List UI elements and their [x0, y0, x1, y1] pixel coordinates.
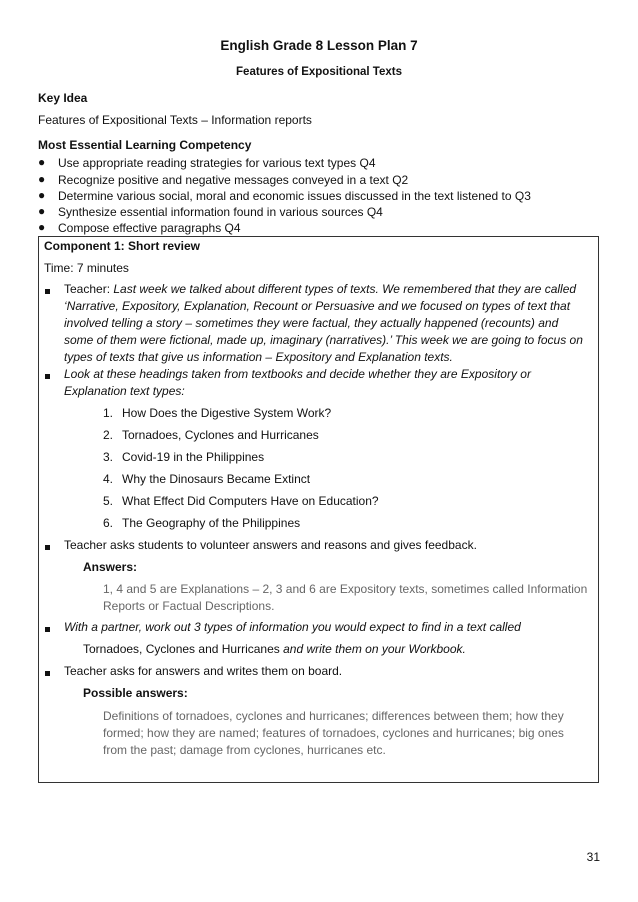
teacher-line: ‘Narrative, Expository, Explanation, Recount or Persuasive and we focused on types of text that	[64, 299, 571, 313]
possible-answers-line: formed; how they are named; features of tornadoes, cyclones and hurricanes; big ones	[103, 726, 564, 740]
answers-line: Reports or Factual Descriptions.	[103, 599, 275, 613]
possible-answers-line: Definitions of tornadoes, cyclones and hurricanes; differences between them; how they	[103, 709, 564, 723]
heading-item-number: 4.	[103, 472, 114, 486]
possible-answers-line: from the past; damage from cyclones, hurricanes etc.	[103, 743, 386, 757]
teacher-line: Teacher: Last week we talked about different types of texts. We remembered that they are called	[64, 282, 577, 296]
partner-topic-line: Tornadoes, Cyclones and Hurricanes and write them on your Workbook.	[83, 642, 466, 656]
volunteer-line: Teacher asks students to volunteer answers and reasons and gives feedback.	[64, 538, 477, 552]
answers-line: 1, 4 and 5 are Explanations – 2, 3 and 6 are Expository texts, sometimes called Information	[103, 582, 588, 596]
heading-item-number: 3.	[103, 450, 114, 464]
key-idea-text: Features of Expositional Texts – Information reports	[38, 113, 312, 127]
bullet-icon: ●	[38, 188, 46, 202]
board-line: Teacher asks for answers and writes them on board.	[64, 664, 343, 678]
heading-item-number: 1.	[103, 406, 114, 420]
component-heading: Component 1: Short review	[44, 239, 201, 253]
heading-item-number: 6.	[103, 516, 114, 530]
melc-heading: Most Essential Learning Competency	[38, 138, 252, 152]
bullet-icon: ●	[38, 172, 46, 186]
key-idea-heading: Key Idea	[38, 91, 88, 105]
heading-item: How Does the Digestive System Work?	[122, 406, 332, 420]
bullet-icon: ●	[38, 204, 46, 218]
square-bullet-icon	[45, 627, 50, 632]
square-bullet-icon	[45, 545, 50, 550]
heading-item: What Effect Did Computers Have on Education?	[122, 494, 379, 508]
bullet-icon: ●	[38, 220, 46, 234]
time-text: Time: 7 minutes	[44, 261, 129, 275]
heading-item-number: 2.	[103, 428, 114, 442]
page-number: 31	[586, 850, 600, 864]
heading-item: Covid-19 in the Philippines	[122, 450, 265, 464]
square-bullet-icon	[45, 671, 50, 676]
heading-item-number: 5.	[103, 494, 114, 508]
partner-line: With a partner, work out 3 types of information you would expect to find in a text called	[64, 620, 521, 634]
teacher-line: types of texts that give us information – Expository and Explanation texts.	[64, 350, 453, 364]
bullet-icon: ●	[38, 155, 46, 169]
heading-item: Tornadoes, Cyclones and Hurricanes	[122, 428, 319, 442]
possible-answers-label: Possible answers:	[83, 686, 188, 700]
teacher-line: some of them were fictional, made up, imaginary (narratives).’ This week we are going to focus on	[64, 333, 583, 347]
look-line: Look at these headings taken from textbooks and decide whether they are Expository or	[64, 367, 531, 381]
page-title: English Grade 8 Lesson Plan 7	[220, 38, 418, 53]
heading-item: The Geography of the Philippines	[122, 516, 301, 530]
square-bullet-icon	[45, 289, 50, 294]
square-bullet-icon	[45, 374, 50, 379]
teacher-line: involved telling a story – sometimes they were factual, they actually happened (recounts) and	[64, 316, 559, 330]
answers-label: Answers:	[83, 560, 138, 574]
page-subtitle: Features of Expositional Texts	[236, 66, 402, 78]
look-line: Explanation text types:	[64, 384, 185, 398]
heading-item: Why the Dinosaurs Became Extinct	[122, 472, 311, 486]
